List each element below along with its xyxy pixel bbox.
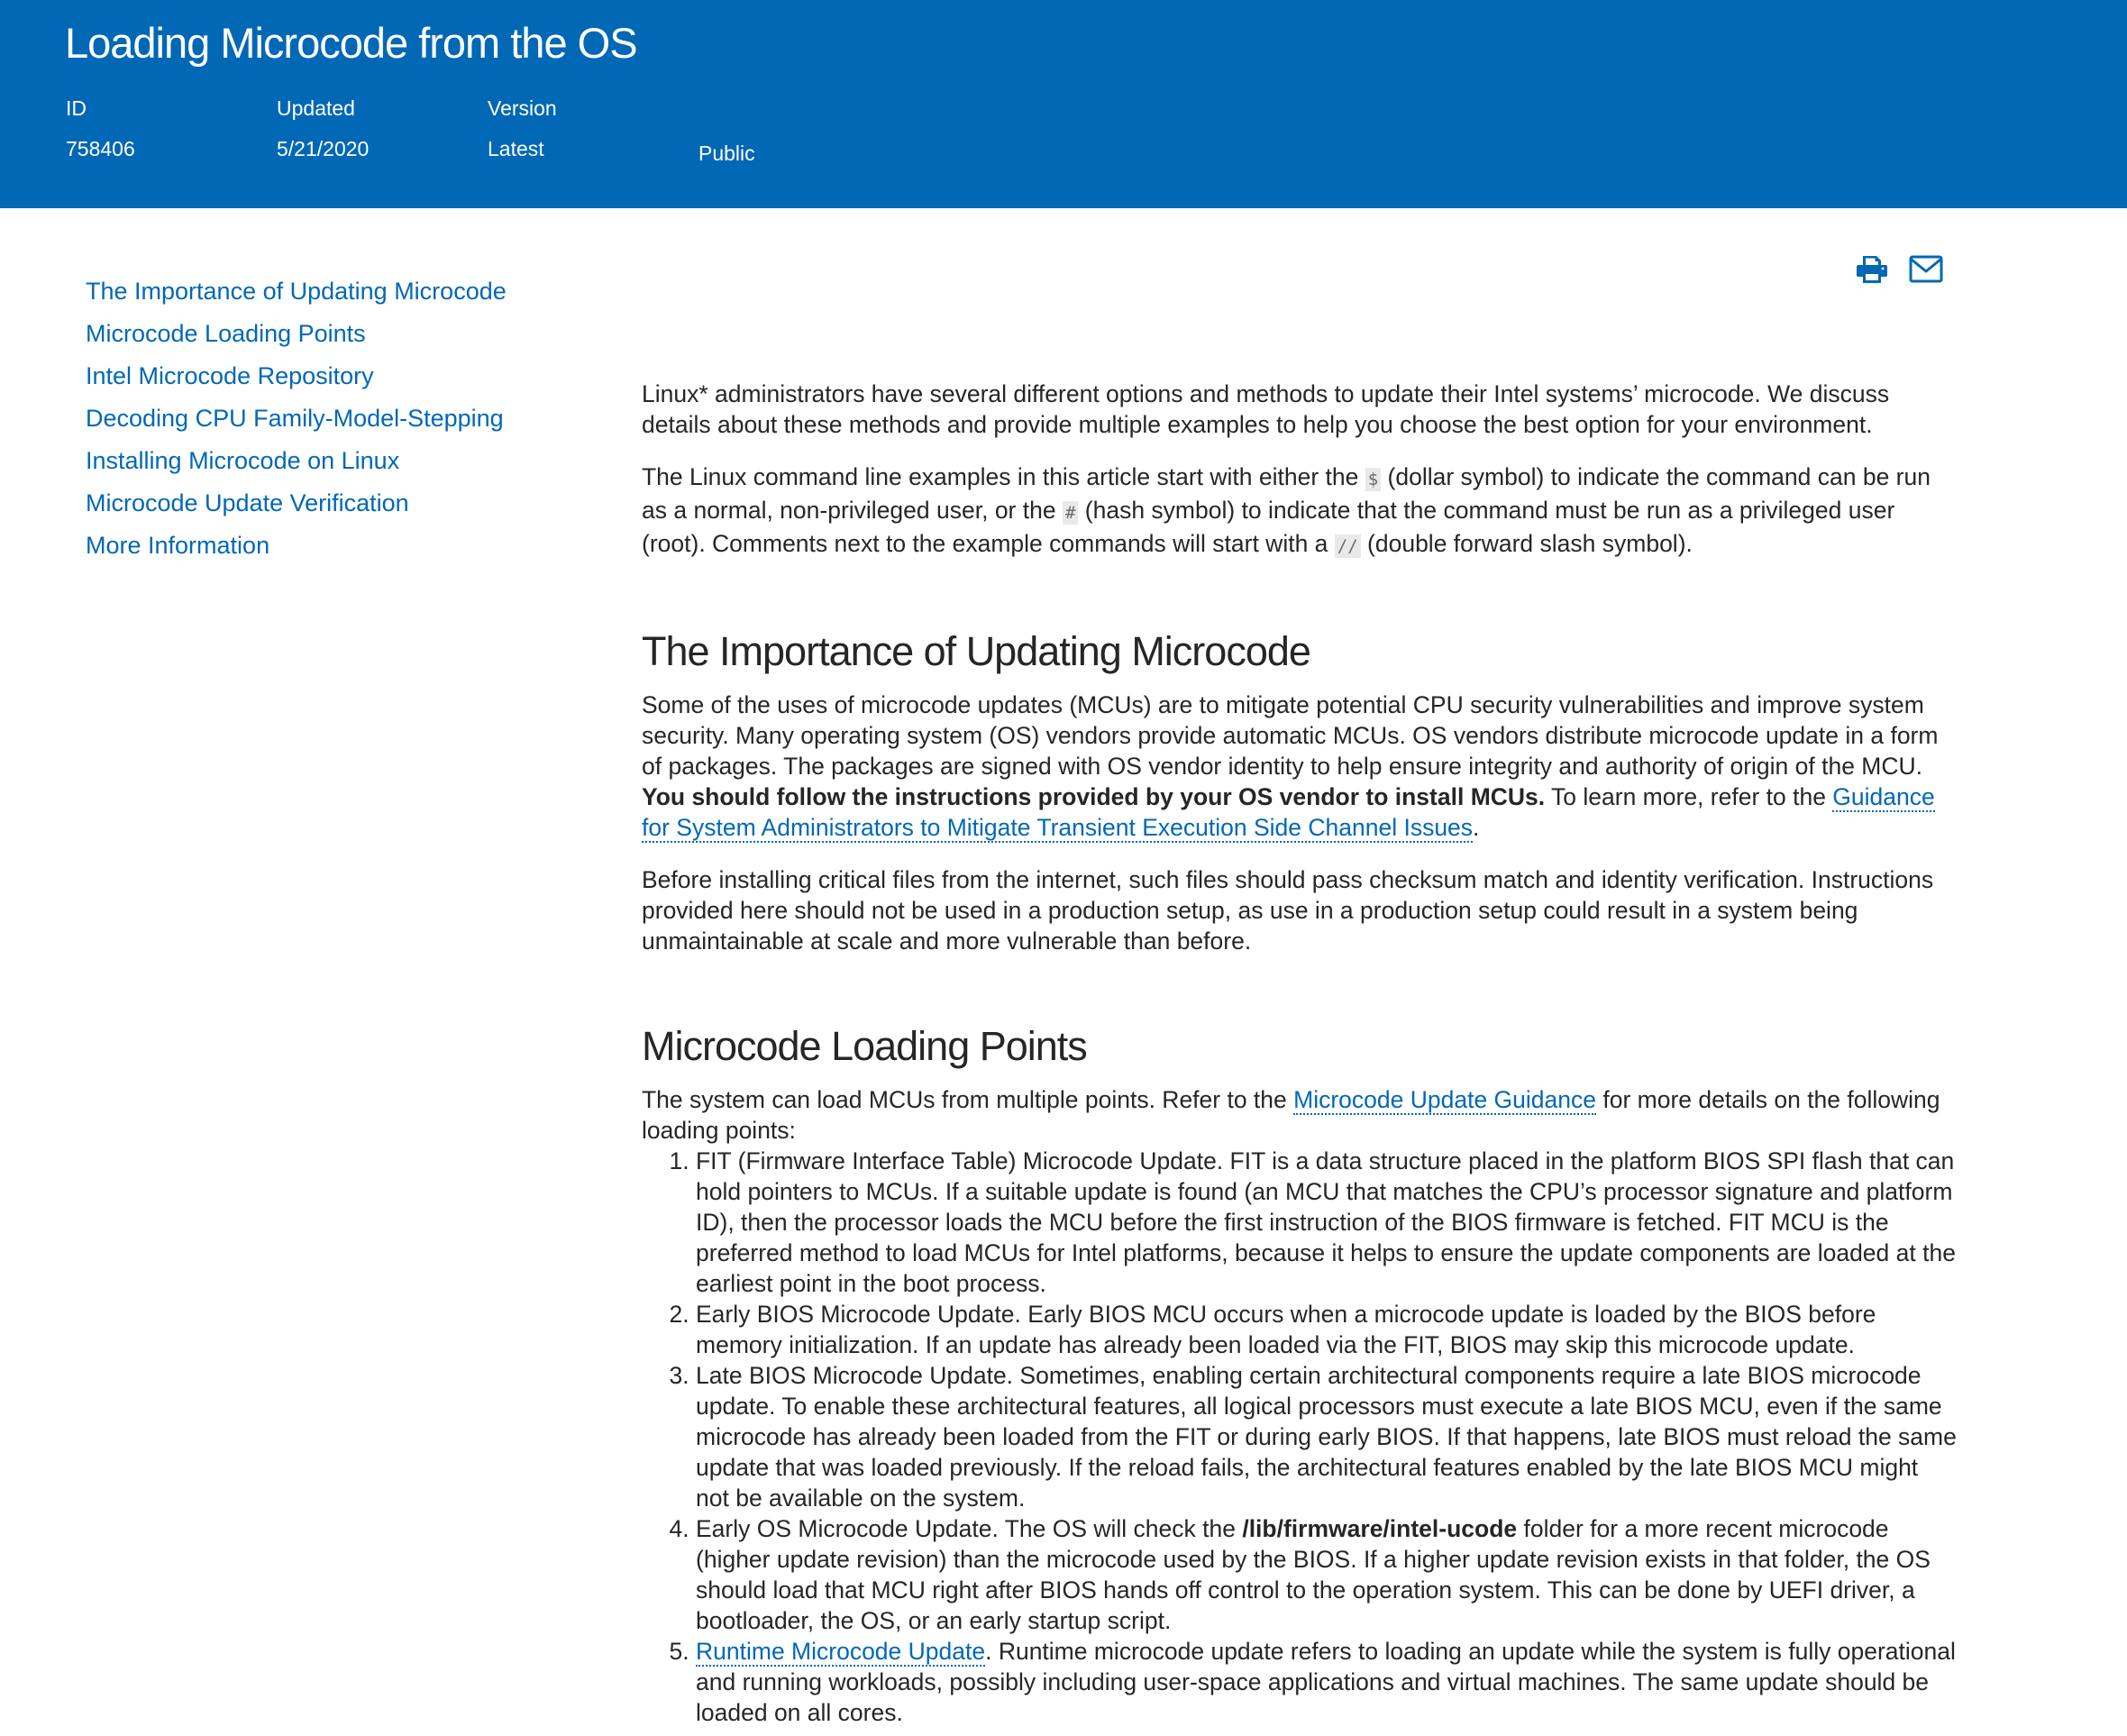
intro-text: Linux* administrators have several different options and methods to update their Intel systems’ microcode. We discuss details about these methods and provide multiple examples to help you choose the best option for your environment. <box>642 380 1890 438</box>
list-item <box>696 1146 1958 1299</box>
article-body <box>642 379 1958 1728</box>
checksum-paragraph: Before installing critical files from the internet, such files should pass checksum match and identity verification. Instructions provided here should not be used in a production setup, as use in a production setup could result in a system being unmaintainable at scale and more vulnerable than before. <box>642 866 1934 955</box>
toc-link-importance[interactable]: The Importance of Updating Microcode <box>86 278 507 305</box>
envelope-icon <box>1909 254 1943 285</box>
list-item <box>696 1299 1958 1360</box>
importance-paragraph <box>642 690 1958 843</box>
section-heading-importance: The Importance of Updating Microcode <box>642 628 1310 674</box>
page-title: Loading Microcode from the OS <box>65 19 637 67</box>
version-value: Latest <box>488 137 544 160</box>
list-item <box>696 1513 1958 1636</box>
importance-text-b: To learn more, refer to the <box>1545 783 1833 810</box>
importance-text-c: . <box>1473 814 1480 841</box>
loading-intro-text-a: The system can load MCUs from multiple points. Refer to the <box>642 1086 1294 1113</box>
loading-points-intro <box>642 1084 1958 1146</box>
importance-text-a: Some of the uses of microcode updates (MCUs) are to mitigate potential CPU security vulnerabilities and improve system security. Many operating system (OS) vendors provide automatic MCUs. OS vendors distribute microcode update in a form of packages. The packages are signed with OS vendor identity to help ensure integrity and authority of origin of the MCU. <box>642 691 1939 780</box>
slash-code: // <box>1335 535 1361 558</box>
visibility-badge: Public <box>698 142 755 165</box>
id-value: 758406 <box>66 137 135 160</box>
loading-intro-text-b: for more details on the following loading points: <box>642 1086 1940 1144</box>
list-item <box>696 1636 1958 1728</box>
microcode-update-guidance-link[interactable]: Microcode Update Guidance <box>1293 1086 1596 1113</box>
conventions-text-a: The Linux command line examples in this article start with either the <box>642 463 1365 490</box>
toc-link-verification[interactable]: Microcode Update Verification <box>86 489 409 516</box>
conventions-text-d: (double forward slash symbol). <box>1360 530 1693 557</box>
updated-label: Updated <box>277 96 355 120</box>
toc-link-installing-linux[interactable]: Installing Microcode on Linux <box>86 447 400 474</box>
conventions-text-c: (hash symbol) to indicate that the command must be run as a privileged user (root). Comments next to the example commands will start with a <box>642 497 1895 557</box>
version-label: Version <box>488 96 557 120</box>
article-tools <box>1855 254 1943 285</box>
updated-value: 5/21/2020 <box>277 137 370 160</box>
id-label: ID <box>66 96 87 120</box>
toc-link-repository[interactable]: Intel Microcode Repository <box>86 362 374 389</box>
toc-link-more-information[interactable]: More Information <box>86 532 270 559</box>
toc-link-decoding-cpu[interactable]: Decoding CPU Family-Model-Stepping <box>86 405 504 432</box>
importance-bold-text: You should follow the instructions provided by your OS vendor to install MCUs. <box>642 783 1546 810</box>
toc-link-loading-points[interactable]: Microcode Loading Points <box>86 320 366 347</box>
loading-points-list <box>642 1146 1958 1728</box>
dollar-code: $ <box>1365 468 1381 491</box>
page-header <box>0 0 2127 208</box>
printer-icon <box>1855 254 1889 285</box>
guidance-link[interactable]: Guidance for System Administrators to Mitigate Transient Execution Side Channel Issues <box>642 783 1935 841</box>
hash-code: # <box>1063 501 1078 525</box>
table-of-contents <box>86 270 507 567</box>
list-item-text-b: . Runtime microcode update refers to loading an update while the system is fully operational and running workloads, possibly including user-space applications and virtual machines. The same update should be loaded on all cores. <box>696 1638 1956 1726</box>
list-item-text: FIT (Firmware Interface Table) Microcode Update. FIT is a data structure placed in the platform BIOS SPI flash that can hold pointers to MCUs. If a suitable update is found (an MCU that matches the CPU’s processor signature and platform ID), then the processor loads the MCU before the first instruction of the BIOS firmware is fetched. FIT MCU is the preferred method to load MCUs for Intel platforms, because it helps to ensure the update components are loaded at the earliest point in the boot process. <box>696 1147 1956 1297</box>
firmware-path: /lib/firmware/intel-ucode <box>1242 1515 1518 1542</box>
list-item-text: Early BIOS Microcode Update. Early BIOS MCU occurs when a microcode update is loaded by the BIOS before memory initialization. If an update has already been loaded via the FIT, BIOS may skip this microcode update. <box>696 1301 1876 1358</box>
conventions-text-b: (dollar symbol) to indicate the command can be run as a normal, non-privileged user, or the <box>642 463 1931 524</box>
runtime-microcode-update-link[interactable]: Runtime Microcode Update <box>696 1638 986 1665</box>
email-button[interactable] <box>1909 254 1943 285</box>
print-button[interactable] <box>1855 254 1889 285</box>
intro-paragraph <box>642 379 1958 440</box>
list-item-text-b: folder for a more recent microcode (higher update revision) than the microcode used by the BIOS. If a higher update revision exists in that folder, the OS should load that MCU right after BIOS hands off control to the operation system. This can be done by UEFI driver, a bootloader, the OS, or an early startup script. <box>696 1515 1931 1634</box>
section-heading-loading-points: Microcode Loading Points <box>642 1023 1087 1069</box>
list-item <box>696 1360 1958 1513</box>
list-item-text: Late BIOS Microcode Update. Sometimes, enabling certain architectural components require a late BIOS microcode update. To enable these architectural features, all logical processors must execute a late BIOS MCU, even if the same microcode has already been loaded from the FIT or during early BIOS. If that happens, late BIOS must reload the same update that was loaded previously. If the reload fails, the architectural features enabled by the late BIOS MCU might not be available on the system. <box>696 1362 1957 1512</box>
list-item-text-a: Early OS Microcode Update. The OS will check the <box>696 1515 1243 1542</box>
command-conventions-paragraph <box>642 461 1958 562</box>
